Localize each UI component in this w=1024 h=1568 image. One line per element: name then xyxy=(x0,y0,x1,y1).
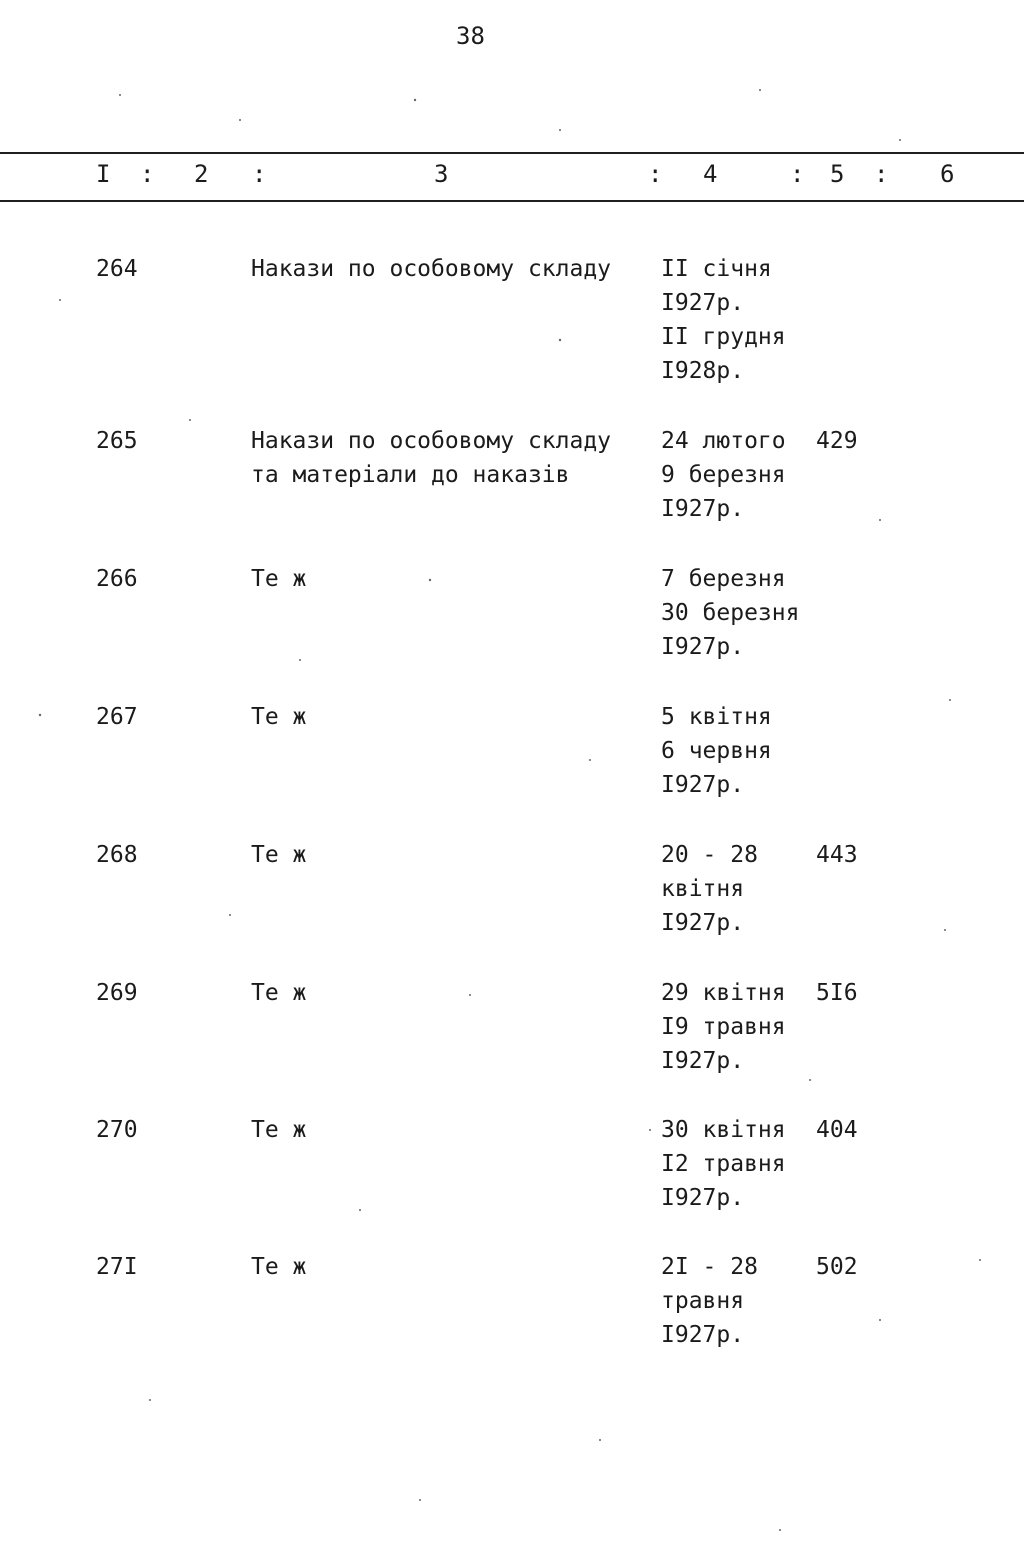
item-number: 270 xyxy=(96,1117,138,1143)
column-header-3: 3 xyxy=(434,160,449,188)
item-title: Те ж xyxy=(251,842,307,868)
column-separator: : xyxy=(140,160,155,188)
item-dates: 7 березня 30 березня I927р. xyxy=(661,566,800,660)
item-sheet-count: 443 xyxy=(816,842,858,868)
item-title: Те ж xyxy=(251,1117,307,1143)
item-dates: 30 квітня I2 травня I927р. xyxy=(661,1117,786,1211)
item-dates: 29 квітня I9 травня I927р. xyxy=(661,980,786,1074)
item-dates: 2I - 28 травня I927р. xyxy=(661,1254,758,1348)
column-separator: : xyxy=(790,160,805,188)
item-number: 266 xyxy=(96,566,138,592)
column-header-2: 2 xyxy=(194,160,209,188)
page-number: 38 xyxy=(456,22,485,50)
column-header-4: 4 xyxy=(703,160,718,188)
table-top-rule xyxy=(0,152,1024,154)
column-header-5: 5 xyxy=(830,160,845,188)
column-separator: : xyxy=(874,160,889,188)
column-header-1: I xyxy=(96,160,111,188)
item-number: 265 xyxy=(96,428,138,454)
item-sheet-count: 502 xyxy=(816,1254,858,1280)
column-separator: : xyxy=(648,160,663,188)
item-number: 267 xyxy=(96,704,138,730)
item-title: Накази по особовому складу та матеріали до наказів xyxy=(251,428,612,488)
item-number: 27I xyxy=(96,1254,138,1280)
item-title: Те ж xyxy=(251,980,307,1006)
item-title: Те ж xyxy=(251,1254,307,1280)
item-sheet-count: 429 xyxy=(816,428,858,454)
item-sheet-count: 5I6 xyxy=(816,980,858,1006)
column-header-6: 6 xyxy=(940,160,955,188)
item-number: 264 xyxy=(96,256,138,282)
item-title: Те ж xyxy=(251,566,307,592)
item-dates: II січня I927р. II грудня I928р. xyxy=(661,256,786,384)
item-dates: 20 - 28 квітня I927р. xyxy=(661,842,758,936)
item-number: 269 xyxy=(96,980,138,1006)
item-dates: 24 лютого 9 березня I927р. xyxy=(661,428,786,522)
column-separator: : xyxy=(252,160,267,188)
item-dates: 5 квітня 6 червня I927р. xyxy=(661,704,772,798)
item-title: Накази по особовому складу xyxy=(251,256,612,282)
item-number: 268 xyxy=(96,842,138,868)
item-title: Те ж xyxy=(251,704,307,730)
table-header-bottom-rule xyxy=(0,200,1024,202)
item-sheet-count: 404 xyxy=(816,1117,858,1143)
